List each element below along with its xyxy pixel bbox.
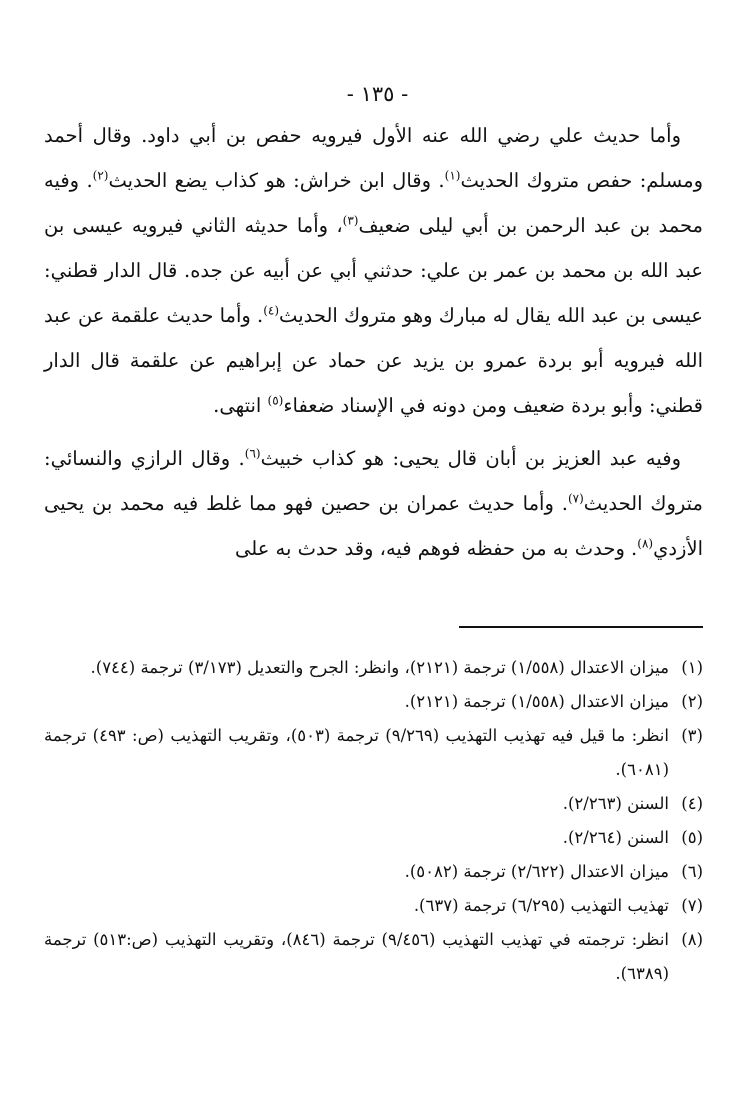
footnote — [44, 889, 703, 923]
footnote-number: (٣) — [681, 726, 703, 745]
footnote-number: (١) — [681, 658, 703, 677]
footnote — [44, 821, 703, 855]
footnote-number: (٨) — [681, 930, 703, 949]
footnote-ref: (٥) — [267, 393, 284, 408]
footnote-ref: (٤) — [263, 303, 280, 318]
text-segment: . وأما حديث عمران بن حصين فهو مما غلط فيه محمد بن يحيى الأزدي — [44, 492, 703, 560]
text-segment: انتهى. — [213, 394, 268, 417]
page-number: - ١٣٥ - — [346, 82, 409, 106]
footnote — [44, 685, 703, 719]
footnote — [44, 855, 703, 889]
footnote — [44, 787, 703, 821]
footnote — [44, 923, 703, 991]
footnote-text: انظر: ترجمته في تهذيب التهذيب (٩/٤٥٦) ترجمة (٨٤٦)، وتقريب التهذيب (ص:٥١٣) ترجمة (٦٣٨٩). — [44, 930, 669, 983]
footnote-text: السنن (٢/٢٦٣). — [562, 794, 669, 813]
footnote — [44, 719, 703, 787]
footnote-ref: (٦) — [244, 446, 261, 461]
text-segment: ، وأما حديثه الثاني فيرويه عيسى بن عبد الله بن محمد بن عمر بن علي: حدثني أبي عن أبيه عن جده. قال الدار قطني: عيسى بن عبد الله يقال له مبارك وهو متروك الحديث — [44, 214, 703, 327]
text-segment: . وفيه محمد بن عبد الرحمن بن أبي ليلى ضعيف — [44, 169, 703, 237]
footnote-ref: (٨) — [637, 536, 654, 551]
footnote-number: (٦) — [681, 862, 703, 881]
main-text — [44, 113, 703, 571]
footnote-ref: (١) — [444, 168, 461, 183]
footnote-ref: (٧) — [567, 491, 584, 506]
footnote-text: ميزان الاعتدال (١/٥٥٨) ترجمة (٢١٢١). — [404, 692, 669, 711]
text-segment: . وقال ابن خراش: هو كذاب يضع الحديث — [108, 169, 445, 192]
footnote-text: ميزان الاعتدال (٢/٦٢٢) ترجمة (٥٠٨٢). — [404, 862, 669, 881]
footnote-text: السنن (٢/٢٦٤). — [562, 828, 669, 847]
footnote-number: (٥) — [681, 828, 703, 847]
footnote-text: ميزان الاعتدال (١/٥٥٨) ترجمة (٢١٢١)، وانظر: الجرح والتعديل (٣/١٧٣) ترجمة (٧٤٤). — [90, 658, 669, 677]
footnote-separator — [459, 626, 703, 628]
paragraph — [44, 436, 703, 571]
footnote-number: (٢) — [681, 692, 703, 711]
footnotes-list — [44, 651, 703, 991]
footnote-text: تهذيب التهذيب (٦/٢٩٥) ترجمة (٦٣٧). — [413, 896, 669, 915]
footnote-text: انظر: ما قيل فيه تهذيب التهذيب (٩/٢٦٩) ترجمة (٥٠٣)، وتقريب التهذيب (ص: ٤٩٣) ترجمة (٦٠٨١). — [44, 726, 669, 779]
text-segment: وفيه عبد العزيز بن أبان قال يحيى: هو كذاب خبيث — [260, 447, 681, 470]
text-segment: . وحدث به من حفظه فوهم فيه، وقد حدث به على — [235, 537, 638, 560]
footnote-ref: (٣) — [342, 213, 359, 228]
text-segment: . وأما حديث علقمة عن عبد الله فيرويه أبو بردة عمرو بن يزيد عن حماد عن إبراهيم عن علقمة قال الدار قطني: وأبو بردة ضعيف ومن دونه في الإسناد ضعفاء — [44, 304, 703, 417]
footnote-number: (٤) — [681, 794, 703, 813]
footnote — [44, 651, 703, 685]
footnote-ref: (٢) — [92, 168, 109, 183]
footnote-number: (٧) — [681, 896, 703, 915]
paragraph — [44, 113, 703, 428]
text-segment: وأما حديث علي رضي الله عنه الأول فيرويه حفص بن أبي داود. وقال أحمد ومسلم: حفص متروك الحديث — [44, 124, 703, 192]
text-segment: . وقال الرازي والنسائي: متروك الحديث — [44, 447, 703, 515]
